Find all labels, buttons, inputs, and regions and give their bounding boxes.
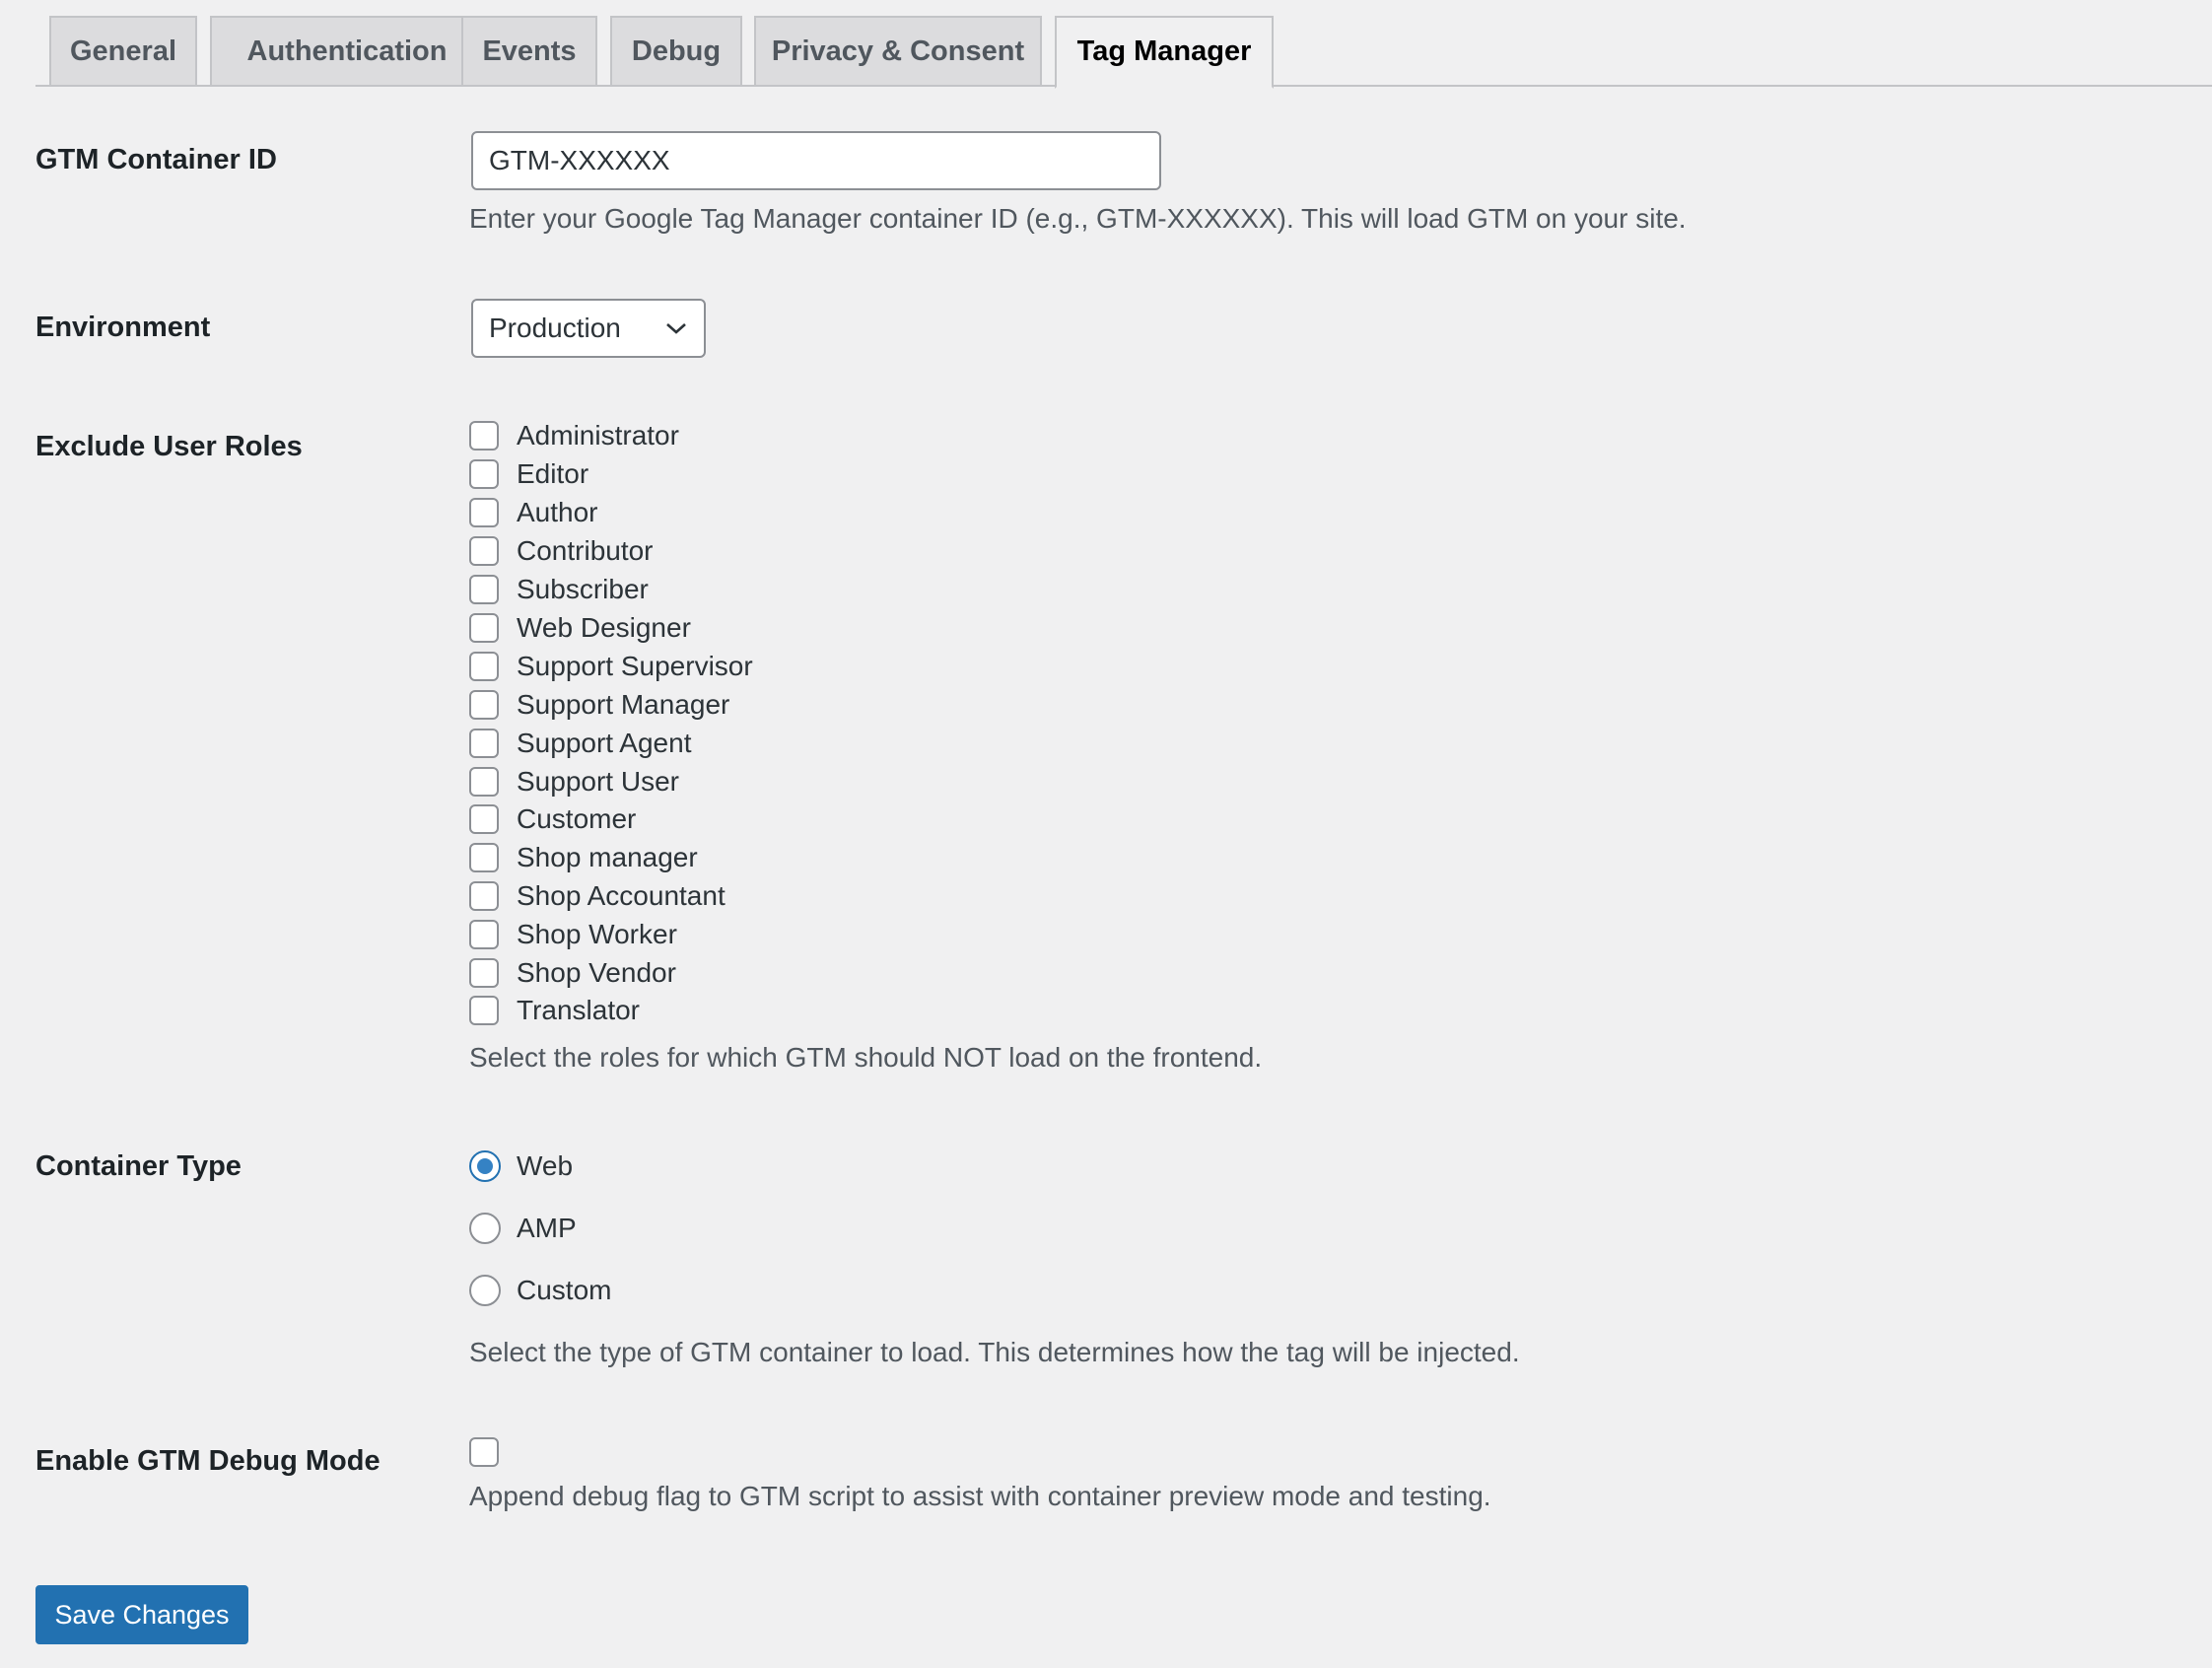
gtm-container-id-label: GTM Container ID	[35, 144, 277, 175]
role-checkbox-subscriber[interactable]	[469, 573, 649, 606]
role-label: Shop Worker	[517, 919, 677, 949]
role-checkbox-administrator[interactable]	[469, 419, 679, 452]
checkbox[interactable]	[469, 613, 499, 643]
checkbox[interactable]	[469, 652, 499, 681]
checkbox[interactable]	[469, 575, 499, 604]
checkbox[interactable]	[469, 920, 499, 949]
environment-label: Environment	[35, 312, 211, 343]
role-checkbox-support-user[interactable]	[469, 765, 679, 799]
role-checkbox-translator[interactable]	[469, 994, 640, 1027]
checkbox[interactable]	[469, 958, 499, 988]
role-checkbox-shop-vendor[interactable]	[469, 956, 676, 990]
role-label: Shop Vendor	[517, 957, 676, 988]
checkbox[interactable]	[469, 536, 499, 566]
environment-selected-value: Production	[489, 313, 621, 343]
role-label: Administrator	[517, 420, 679, 451]
checkbox[interactable]	[469, 690, 499, 720]
role-label: Editor	[517, 458, 589, 489]
tab-authentication[interactable]: Authentication	[210, 16, 484, 87]
radio-label: Custom	[517, 1275, 612, 1305]
environment-select[interactable]	[471, 299, 706, 358]
tab-general[interactable]: General	[49, 16, 197, 87]
radio-button[interactable]	[469, 1275, 501, 1306]
debug-mode-description: Append debug flag to GTM script to assist with container preview mode and testing.	[469, 1481, 1491, 1511]
role-checkbox-customer[interactable]	[469, 802, 636, 836]
checkbox[interactable]	[469, 804, 499, 834]
container-type-description: Select the type of GTM container to load. This determines how the tag will be injected.	[469, 1337, 1520, 1367]
role-label: Contributor	[517, 535, 654, 566]
debug-mode-label: Enable GTM Debug Mode	[35, 1445, 380, 1477]
role-label: Support Manager	[517, 689, 730, 720]
tab-debug[interactable]: Debug	[610, 16, 742, 87]
checkbox[interactable]	[469, 459, 499, 489]
role-label: Support Agent	[517, 728, 692, 758]
role-label: Shop Accountant	[517, 880, 726, 911]
role-label: Subscriber	[517, 574, 649, 604]
container-type-label: Container Type	[35, 1150, 242, 1182]
checkbox[interactable]	[469, 767, 499, 797]
role-checkbox-shop-accountant[interactable]	[469, 879, 726, 913]
radio-button[interactable]	[469, 1150, 501, 1182]
exclude-user-roles-label: Exclude User Roles	[35, 431, 303, 462]
tab-privacy-consent[interactable]: Privacy & Consent	[754, 16, 1042, 87]
exclude-roles-description: Select the roles for which GTM should NOT load on the frontend.	[469, 1042, 1263, 1073]
chevron-down-icon	[664, 320, 688, 336]
role-label: Author	[517, 497, 598, 527]
save-changes-button[interactable]: Save Changes	[35, 1585, 248, 1644]
tab-tag-manager[interactable]: Tag Manager	[1055, 16, 1274, 89]
container-type-radio-amp[interactable]	[469, 1212, 577, 1245]
role-checkbox-editor[interactable]	[469, 457, 588, 491]
role-label: Support User	[517, 766, 679, 797]
role-checkbox-shop-worker[interactable]	[469, 918, 677, 951]
radio-label: AMP	[517, 1213, 577, 1243]
radio-button[interactable]	[469, 1213, 501, 1244]
role-checkbox-support-supervisor[interactable]	[469, 650, 753, 683]
role-checkbox-support-agent[interactable]	[469, 727, 691, 760]
checkbox[interactable]	[469, 843, 499, 872]
container-type-radio-web[interactable]	[469, 1149, 573, 1183]
role-checkbox-support-manager[interactable]	[469, 688, 729, 722]
role-checkbox-shop-manager[interactable]	[469, 841, 698, 874]
checkbox[interactable]	[469, 996, 499, 1025]
gtm-container-id-input[interactable]	[471, 131, 1161, 190]
checkbox[interactable]	[469, 729, 499, 758]
role-checkbox-contributor[interactable]	[469, 534, 654, 568]
tab-events[interactable]: Events	[461, 16, 597, 87]
container-type-radio-custom[interactable]	[469, 1274, 611, 1307]
checkbox[interactable]	[469, 421, 499, 451]
role-label: Shop manager	[517, 842, 698, 872]
role-label: Translator	[517, 995, 641, 1025]
role-label: Customer	[517, 803, 637, 834]
checkbox[interactable]	[469, 881, 499, 911]
radio-label: Web	[517, 1150, 574, 1181]
debug-mode-checkbox[interactable]	[469, 1437, 499, 1467]
checkbox[interactable]	[469, 498, 499, 527]
role-checkbox-web-designer[interactable]	[469, 611, 691, 645]
role-label: Support Supervisor	[517, 651, 753, 681]
settings-tabs	[35, 16, 2212, 87]
gtm-container-id-description: Enter your Google Tag Manager container ID (e.g., GTM-XXXXXX). This will load GTM on your site.	[469, 203, 1687, 234]
role-label: Web Designer	[517, 612, 691, 643]
role-checkbox-author[interactable]	[469, 496, 598, 529]
